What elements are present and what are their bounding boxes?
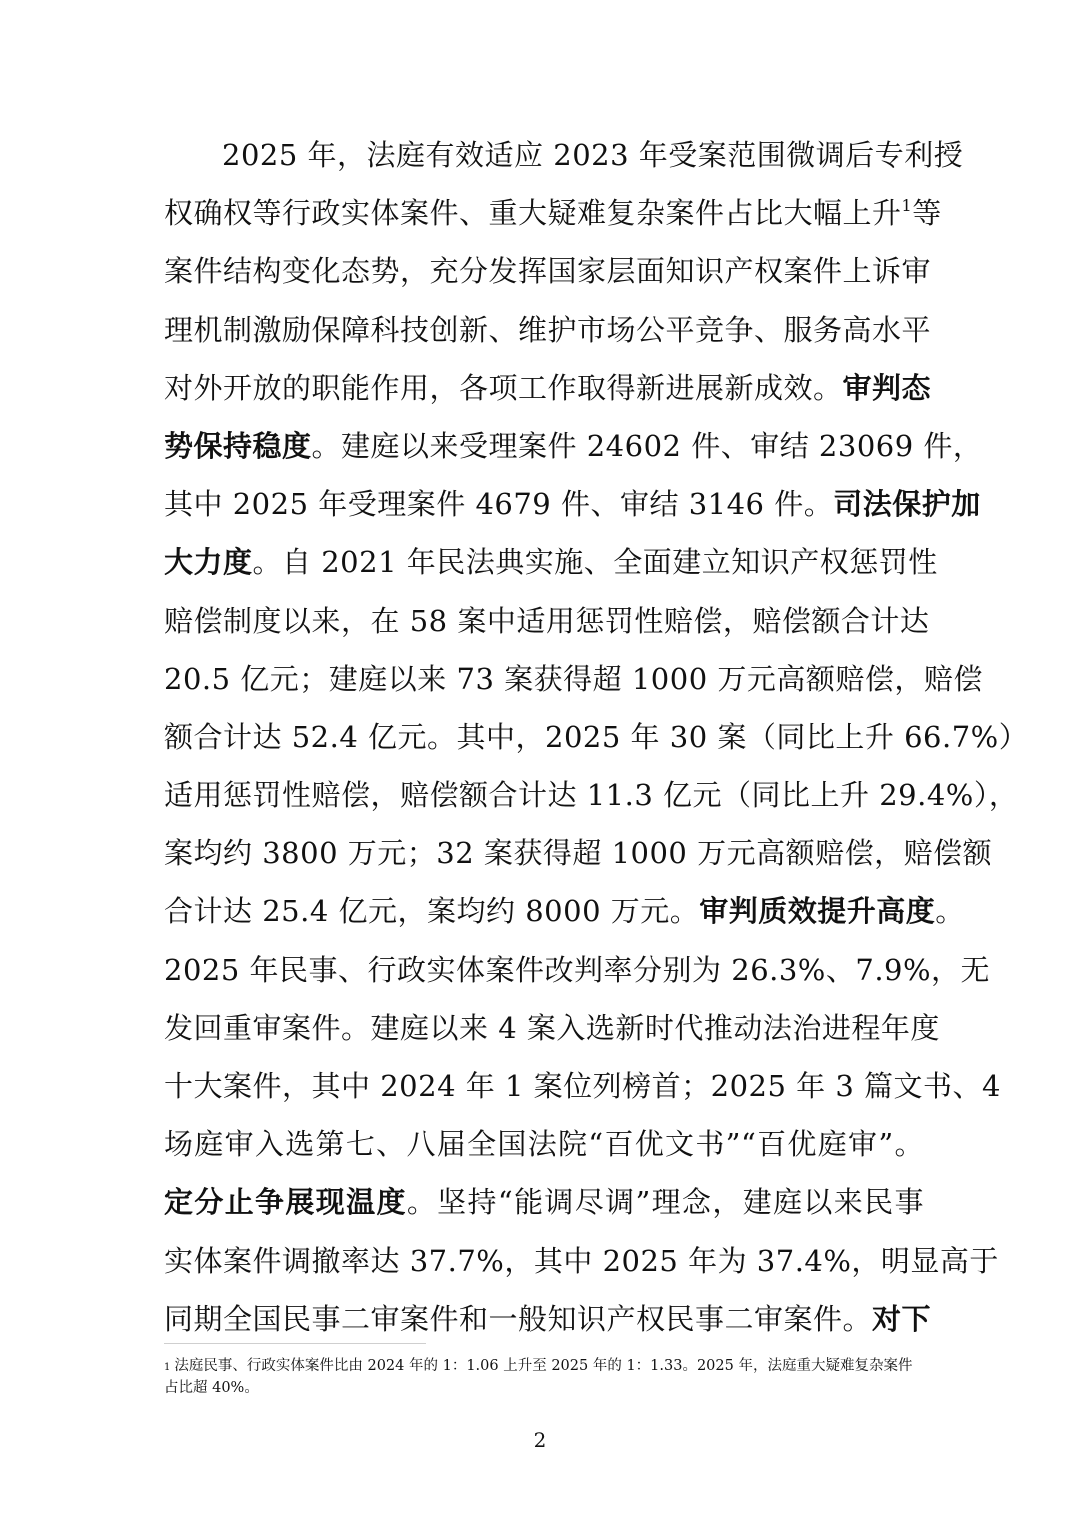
body-paragraph	[164, 126, 1029, 1348]
text-line: 权确权等行政实体案件、重大疑难复杂案件占比大幅上升$^1$等	[164, 196, 942, 231]
text-line: 其中 2025 年受理案件 4679 件、审结 3146 件。司法保护加	[164, 487, 981, 522]
text-line: 对外开放的职能作用，各项工作取得新进展新成效。审判态	[164, 370, 932, 405]
text-line: 合计达 25.4 亿元，案均约 8000 万元。审判质效提升高度。	[164, 894, 965, 929]
footnote-text: 法庭民事、行政实体案件比由 2024 年的 1：1.06 上升至 2025 年的 1：1.33。2025 年，法庭重大疑难复杂案件占比超 40%。	[164, 1358, 913, 1396]
text-line: 十大案件，其中 2024 年 1 案位列榜首；2025 年 3 篇文书、4	[164, 1069, 1001, 1103]
text-line: 定分止争展现温度。坚持“能调尽调”理念，建庭以来民事	[164, 1185, 924, 1220]
footnote-marker: 1	[164, 1362, 171, 1373]
text-line: 2025 年民事、行政实体案件改判率分别为 26.3%、7.9%，无	[164, 952, 991, 987]
bold-heading: 审判态	[842, 370, 932, 405]
bold-heading: 审判质效提升高度	[699, 894, 936, 929]
text-line: 实体案件调撤率达 37.7%，其中 2025 年为 37.4%，明显高于	[164, 1243, 999, 1278]
text-line: 发回重审案件。建庭以来 4 案入选新时代推动法治进程年度	[164, 1010, 940, 1045]
page-number: 2	[533, 1428, 547, 1452]
bold-heading: 大力度	[164, 545, 253, 580]
footnote-reference[interactable]: 1	[901, 196, 913, 216]
bold-heading: 势保持稳度	[164, 428, 312, 463]
bold-heading: 定分止争展现温度	[164, 1185, 407, 1220]
text-line: 20.5 亿元；建庭以来 73 案获得超 1000 万元高额赔偿，赔偿	[164, 661, 983, 696]
text-line: 案件结构变化态势，充分发挥国家层面知识产权案件上诉审	[164, 254, 932, 289]
text-line: 场庭审入选第七、八届全国法院“百优文书”“百优庭审”。	[164, 1127, 924, 1162]
bold-heading: 对下	[872, 1301, 932, 1336]
bold-heading: 司法保护加	[833, 487, 981, 522]
text-line: 额合计达 52.4 亿元。其中，2025 年 30 案（同比上升 66.7%）	[164, 719, 1029, 754]
text-line: 赔偿制度以来，在 58 案中适用惩罚性赔偿，赔偿额合计达	[164, 603, 930, 638]
footnote-divider	[164, 1343, 426, 1344]
text-line: 2025 年，法庭有效适应 2023 年受案范围微调后专利授	[222, 138, 964, 172]
text-line: 势保持稳度。建庭以来受理案件 24602 件、审结 23069 件，	[164, 428, 983, 463]
text-line: 适用惩罚性赔偿，赔偿额合计达 11.3 亿元（同比上升 29.4%），	[164, 778, 1019, 813]
text-line: 理机制激励保障科技创新、维护市场公平竞争、服务高水平	[164, 312, 932, 347]
footnote	[164, 1355, 924, 1399]
text-line: 案均约 3800 万元；32 案获得超 1000 万元高额赔偿，赔偿额	[164, 836, 993, 871]
text-line: 大力度。自 2021 年民法典实施、全面建立知识产权惩罚性	[164, 545, 938, 580]
text-line: 同期全国民事二审案件和一般知识产权民事二审案件。对下	[164, 1301, 932, 1336]
